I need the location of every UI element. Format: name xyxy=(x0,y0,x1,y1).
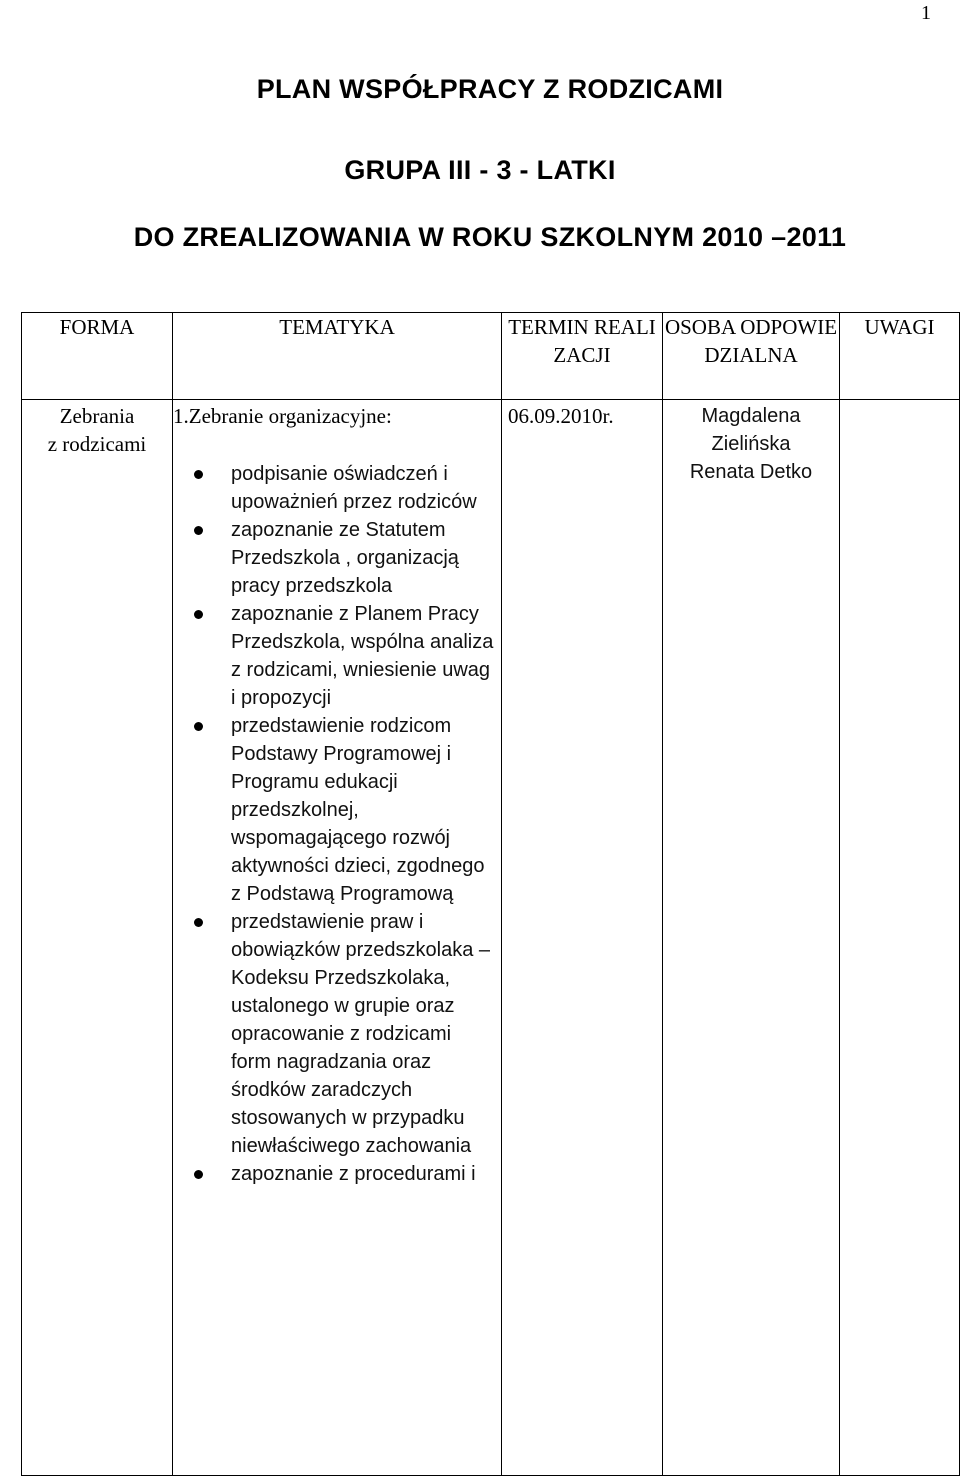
list-item xyxy=(173,712,501,908)
termin-cell xyxy=(502,400,663,1476)
bullet-icon xyxy=(194,526,203,535)
bullet-icon xyxy=(194,918,203,927)
topic-text: przedstawienie praw i obowiązków przedszkolaka – Kodeksu Przedszkolaka, ustalonego w grupie oraz opracowanie z rodzicami form nagradzania oraz środków zaradczych stosowanych w przypadku niewłaściwego zachowania xyxy=(231,911,491,1157)
forma-line: z rodzicami xyxy=(47,432,147,456)
topic-text: przedstawienie rodzicom Podstawy Programowej i Programu edukacji przedszkolnej, wspomagającego rozwój aktywności dzieci, zgodnego z Podstawą Programową xyxy=(231,715,485,905)
topic-text: podpisanie oświadczeń i upoważnień przez rodziców xyxy=(231,463,477,513)
table-row xyxy=(22,400,960,1476)
responsible-person-line: Zielińska xyxy=(711,433,791,455)
page-number: 1 xyxy=(921,2,931,24)
header-osoba: OSOBA ODPOWIE DZIALNA xyxy=(663,313,840,400)
header-forma: FORMA xyxy=(22,313,173,400)
list-item xyxy=(173,908,501,1160)
list-item xyxy=(173,516,501,600)
bullet-icon xyxy=(194,1170,203,1179)
bullet-icon xyxy=(194,610,203,619)
document-title: PLAN WSPÓŁPRACY Z RODZICAMI xyxy=(256,74,724,104)
osoba-cell xyxy=(663,400,840,1476)
bullet-icon xyxy=(194,470,203,479)
table-header-row xyxy=(22,313,960,400)
section-heading-text: 1.Zebranie organizacyjne: xyxy=(173,404,392,428)
topic-text: zapoznanie z procedurami i xyxy=(231,1163,476,1185)
school-year-subtitle: DO ZREALIZOWANIA W ROKU SZKOLNYM 2010 –2011 xyxy=(133,222,847,252)
uwagi-cell xyxy=(840,400,960,1476)
list-item xyxy=(173,600,501,712)
bullet-icon xyxy=(194,722,203,731)
group-subtitle: GRUPA III - 3 - LATKI xyxy=(344,155,616,185)
header-termin: TERMIN REALI ZACJI xyxy=(502,313,663,400)
header-uwagi: UWAGI xyxy=(840,313,960,400)
cooperation-plan-table xyxy=(21,312,960,1476)
forma-line: Zebrania xyxy=(59,404,135,428)
responsible-person-line: Magdalena xyxy=(701,405,801,427)
topic-text: zapoznanie ze Statutem Przedszkola , organizacją pracy przedszkola xyxy=(231,519,459,597)
list-item xyxy=(173,460,501,516)
forma-cell xyxy=(22,400,173,1476)
responsible-person-line: Renata Detko xyxy=(689,461,813,483)
termin-date: 06.09.2010r. xyxy=(508,404,614,428)
header-tematyka: TEMATYKA xyxy=(173,313,502,400)
tematyka-cell xyxy=(173,400,502,1476)
list-item xyxy=(173,1160,501,1188)
topic-text: zapoznanie z Planem Pracy Przedszkola, wspólna analiza z rodzicami, wniesienie uwag i propozycji xyxy=(231,603,494,709)
topic-list xyxy=(173,460,501,1188)
